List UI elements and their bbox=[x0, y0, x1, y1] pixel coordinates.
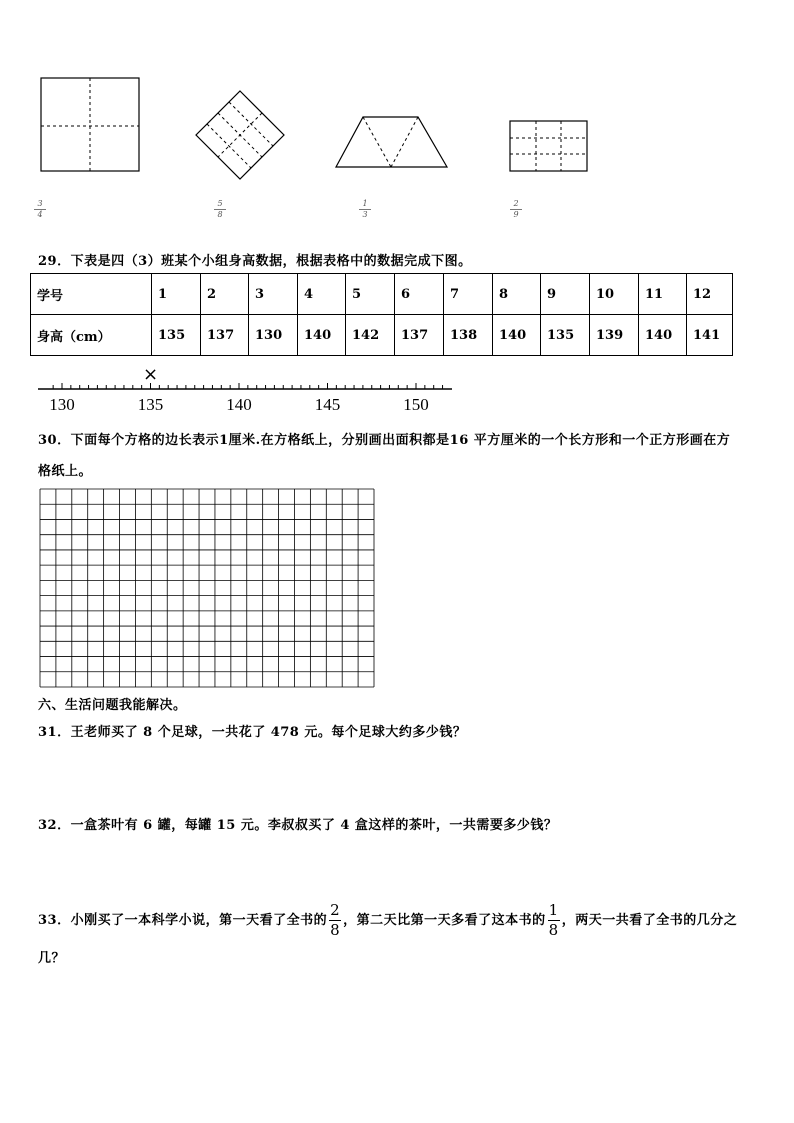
table-cell: 139 bbox=[590, 315, 639, 356]
question-29-text: 29．下表是四（3）班某个小组身高数据，根据表格中的数据完成下图。 bbox=[38, 254, 472, 269]
fraction-figures bbox=[0, 60, 794, 190]
table-cell: 1 bbox=[152, 274, 201, 315]
fraction-1-8: $\frac{1}{8}$ bbox=[548, 901, 559, 939]
row-label-id: 学号 bbox=[31, 274, 152, 315]
figure-fraction-3: $\frac{1}{3}$ bbox=[359, 200, 371, 219]
figure-fraction-4: $\frac{2}{9}$ bbox=[510, 200, 522, 219]
question-33-part2: ，第二天比第一天多看了这本书的 bbox=[343, 913, 546, 928]
table-cell: 9 bbox=[541, 274, 590, 315]
tick-label: 140 bbox=[226, 395, 252, 414]
question-33-part3: ，两天一共看了全书的几分之 bbox=[561, 913, 738, 928]
tick-label: 130 bbox=[49, 395, 75, 414]
table-cell: 140 bbox=[298, 315, 346, 356]
table-cell: 130 bbox=[249, 315, 298, 356]
table-cell: 10 bbox=[590, 274, 639, 315]
section-6-title: 六、生活问题我能解决。 bbox=[38, 698, 187, 713]
table-row-heights bbox=[31, 315, 733, 356]
question-33-line1 bbox=[38, 899, 737, 943]
table-cell: 6 bbox=[395, 274, 444, 315]
table-cell: 140 bbox=[493, 315, 541, 356]
figure-fraction-1: $\frac{3}{4}$ bbox=[34, 200, 46, 219]
table-cell: 4 bbox=[298, 274, 346, 315]
height-table bbox=[30, 273, 733, 356]
tick-label: 145 bbox=[314, 395, 341, 414]
table-cell: 142 bbox=[346, 315, 395, 356]
table-cell: 3 bbox=[249, 274, 298, 315]
figure-fraction-2: $\frac{5}{8}$ bbox=[214, 200, 226, 219]
tick-label: 150 bbox=[403, 395, 429, 414]
table-cell: 5 bbox=[346, 274, 395, 315]
table-cell: 11 bbox=[639, 274, 687, 315]
question-32-text: 32．一盒茶叶有 6 罐，每罐 15 元。李叔叔买了 4 盒这样的茶叶，一共需要多少钱？ bbox=[38, 818, 558, 833]
fraction-2-8: $\frac{2}{8}$ bbox=[330, 901, 341, 939]
row-label-height: 身高（cm） bbox=[31, 315, 152, 356]
figure-square bbox=[41, 78, 139, 171]
height-marker: × bbox=[142, 364, 159, 385]
table-cell: 137 bbox=[395, 315, 444, 356]
table-cell: 135 bbox=[152, 315, 201, 356]
question-33-line2: 几？ bbox=[38, 951, 66, 966]
table-cell: 135 bbox=[541, 315, 590, 356]
figure-rectangle bbox=[510, 121, 587, 171]
question-31-text: 31．王老师买了 8 个足球，一共花了 478 元。每个足球大约多少钱？ bbox=[38, 725, 467, 740]
figure-diamond bbox=[196, 91, 284, 179]
table-cell: 2 bbox=[201, 274, 249, 315]
question-33-part1: 33．小刚买了一本科学小说，第一天看了全书的 bbox=[38, 913, 328, 928]
table-cell: 8 bbox=[493, 274, 541, 315]
table-cell: 137 bbox=[201, 315, 249, 356]
table-cell: 138 bbox=[444, 315, 493, 356]
number-line bbox=[0, 360, 480, 416]
question-30-line2: 格纸上。 bbox=[38, 464, 93, 479]
figure-trapezoid bbox=[336, 117, 447, 167]
question-30-line1: 30．下面每个方格的边长表示1厘米.在方格纸上，分别画出面积都是16 平方厘米的一个长方形和一个正方形画在方 bbox=[38, 433, 731, 448]
table-cell: 140 bbox=[639, 315, 687, 356]
table-row-ids bbox=[31, 274, 733, 315]
table-cell: 7 bbox=[444, 274, 493, 315]
table-cell: 141 bbox=[687, 315, 733, 356]
table-cell: 12 bbox=[687, 274, 733, 315]
square-grid-paper[interactable] bbox=[39, 488, 377, 690]
tick-label: 135 bbox=[137, 395, 164, 414]
